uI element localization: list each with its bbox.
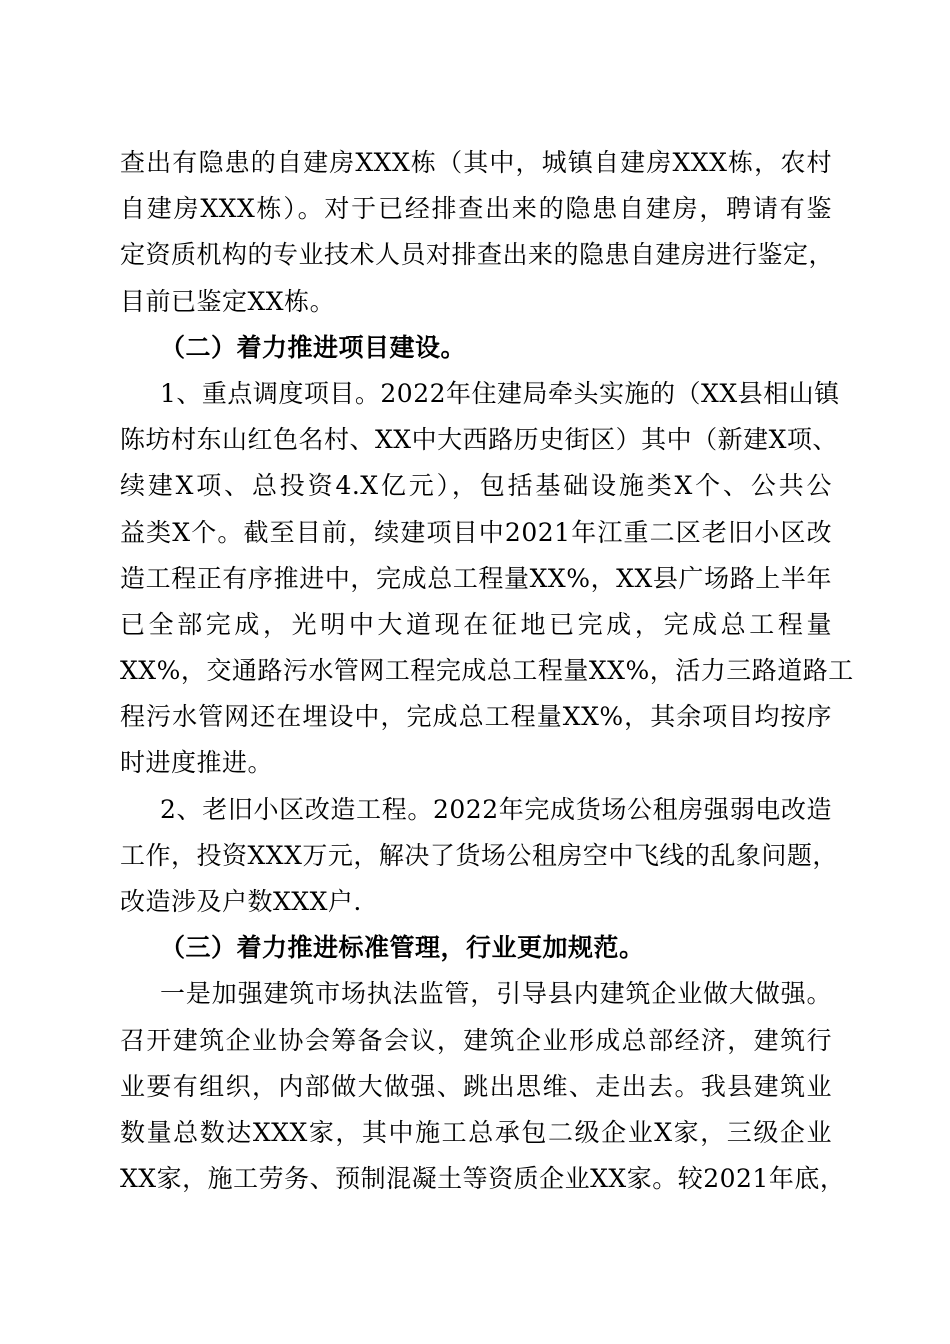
text-line: XX%，交通路污水管网工程完成总工程量XX%，活力三路道路工 bbox=[120, 656, 854, 686]
heading-line: （二）着力推进项目建设。 bbox=[160, 332, 467, 362]
text-line: 定资质机构的专业技术人员对排查出来的隐患自建房进行鉴定， bbox=[120, 240, 835, 270]
text-line: XX家，施工劳务、预制混凝土等资质企业XX家。较2021年底， bbox=[120, 1164, 846, 1194]
text-line: 业要有组织，内部做大做强、跳出思维、走出去。我县建筑业 bbox=[120, 1071, 832, 1101]
text-line: 改造涉及户数XXX户. bbox=[120, 887, 362, 916]
section-heading-standard-management bbox=[120, 925, 832, 971]
document-body bbox=[120, 140, 854, 1202]
text-line: 2、老旧小区改造工程。2022年完成货场公租房强弱电改造 bbox=[160, 794, 832, 824]
text-line: 数量总数达XXX家，其中施工总承包二级企业X家，三级企业 bbox=[120, 1117, 832, 1147]
heading-line: （三）着力推进标准管理，行业更加规范。 bbox=[160, 933, 645, 963]
section-heading-project-construction bbox=[120, 325, 832, 371]
text-line: 续建X项、总投资4.X亿元），包括基础设施类X个、公共公 bbox=[120, 471, 832, 501]
text-line: 陈坊村东山红色名村、XX中大西路历史街区）其中（新建X项、 bbox=[120, 425, 838, 455]
text-line: 时进度推进。 bbox=[120, 748, 274, 778]
text-line: 目前已鉴定XX栋。 bbox=[120, 286, 336, 316]
text-line: 1、重点调度项目。2022年住建局牵头实施的（XX县相山镇 bbox=[160, 378, 840, 408]
text-line: 程污水管网还在埋设中，完成总工程量XX%，其余项目均按序 bbox=[120, 702, 832, 732]
text-line: 工作，投资XXX万元，解决了货场公租房空中飞线的乱象问题， bbox=[120, 840, 838, 870]
text-line: 查出有隐患的自建房XXX栋（其中，城镇自建房XXX栋，农村 bbox=[120, 148, 832, 177]
text-line: 益类X个。截至目前，续建项目中2021年江重二区老旧小区改 bbox=[120, 517, 832, 547]
paragraph-key-projects bbox=[120, 371, 854, 787]
text-line: 自建房XXX栋）。对于已经排查出来的隐患自建房，聘请有鉴 bbox=[120, 194, 832, 224]
text-line: 一是加强建筑市场执法监管，引导县内建筑企业做大做强。 bbox=[160, 979, 832, 1009]
paragraph-construction-market-supervision bbox=[120, 971, 846, 1202]
paragraph-self-built-housing bbox=[120, 140, 835, 325]
text-line: 造工程正有序推进中，完成总工程量XX%，XX县广场路上半年 bbox=[120, 563, 832, 593]
paragraph-old-community-renovation bbox=[120, 787, 838, 926]
text-line: 已全部完成，光明中大道现在征地已完成，完成总工程量 bbox=[120, 609, 832, 639]
text-line: 召开建筑企业协会筹备会议，建筑企业形成总部经济，建筑行 bbox=[120, 1025, 832, 1055]
